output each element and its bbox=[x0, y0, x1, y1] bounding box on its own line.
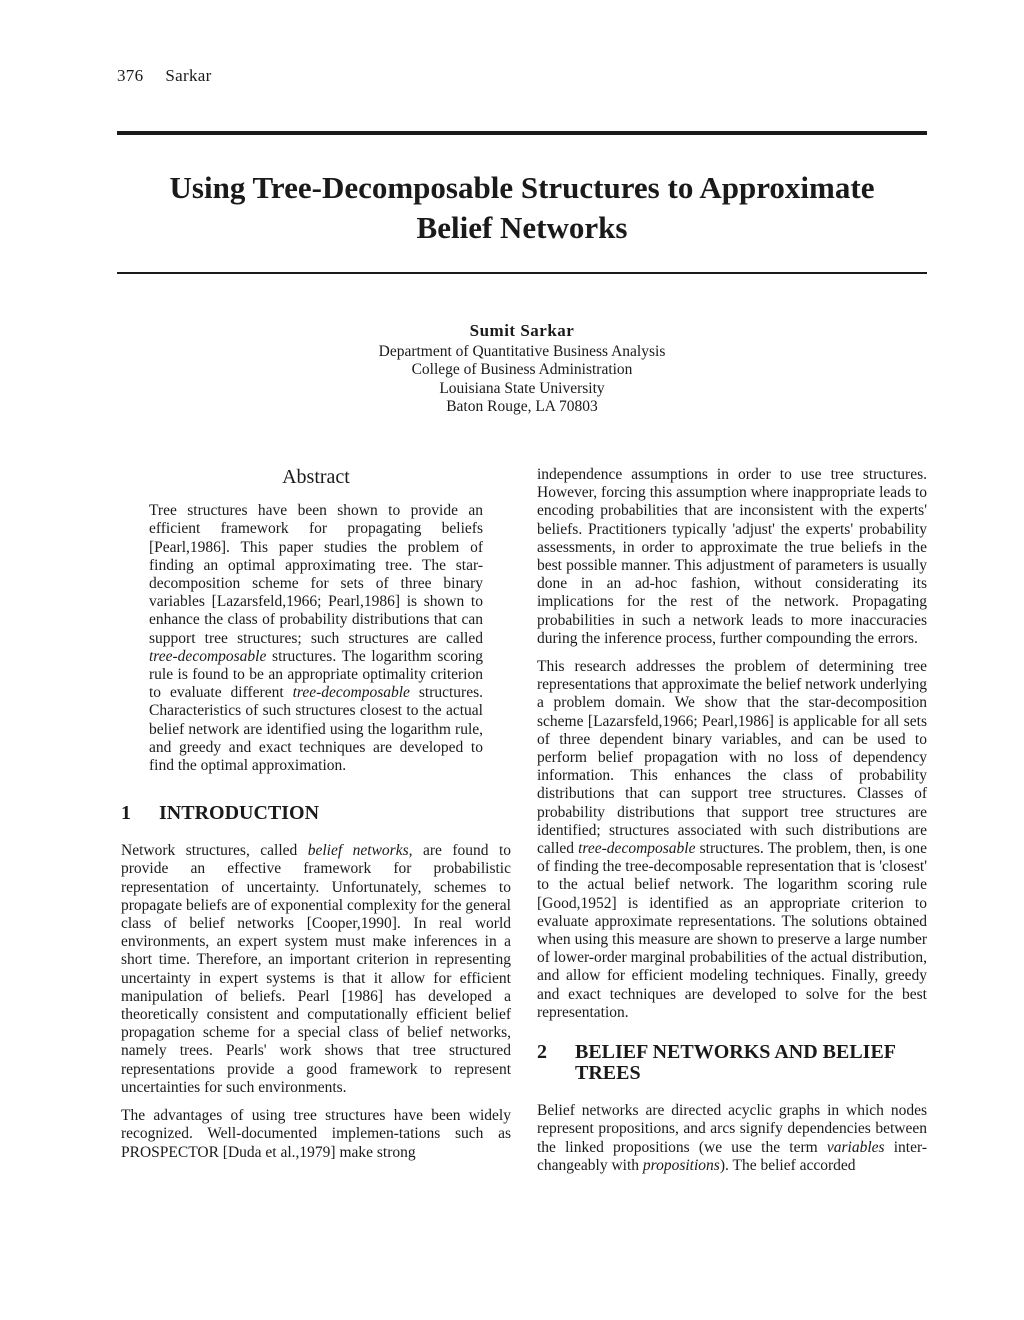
abstract-paragraph bbox=[121, 502, 511, 775]
section-2-paragraph-1 bbox=[537, 1102, 927, 1175]
section-1-title: INTRODUCTION bbox=[159, 802, 320, 825]
s1p1-text-1: Network structures, called bbox=[121, 842, 308, 860]
top-rule bbox=[117, 131, 927, 135]
abstract-italic-1: tree-decomposable bbox=[149, 647, 267, 665]
abstract bbox=[121, 468, 511, 775]
affiliation-department: Department of Quantitative Business Analysis bbox=[378, 342, 666, 360]
right-paragraph-2 bbox=[537, 658, 927, 1022]
s2p1-text-3: ). The belief accorded bbox=[719, 1156, 856, 1174]
title-line-1: Using Tree-Decomposable Structures to Approximate bbox=[169, 170, 875, 205]
abstract-italic-2: tree-decomposable bbox=[292, 684, 410, 702]
paper-title bbox=[117, 168, 927, 248]
rp2-text-1: This research addresses the problem of determining tree representations that approximate the belief network underlying a problem domain. We show that the star-decomposition scheme [Lazarsfeld,1966; Pearl,1986] is applicable for all sets of three dependent binary variables, and can be used to perform belief propagation with no loss of dependency information. This enhances the class of probability distributions that can support tree structures. Classes of probability distributions that support tree structures are identified; structures associated with such distributions are called bbox=[537, 658, 927, 858]
s2p1-italic-1: variables bbox=[826, 1138, 885, 1156]
rp2-text-2: structures. The problem, then, is one of finding the tree-decomposable representation that is 'closest' to the actual belief network. The logarithm scoring rule [Good,1952] is identified as an appropriate criterion to evaluate approximate representations. The solutions obtained when using this measure are shown to preserve a large number of lower-order marginal probabilities of the actual distribution, and allow for efficient modeling techniques. Finally, greedy and exact techniques are developed to solve for the best representation. bbox=[537, 840, 927, 1021]
section-2-number: 2 bbox=[537, 1041, 547, 1064]
running-head bbox=[117, 66, 212, 86]
s1p1-text-2: are found to provide an effective framework for probabilistic representation of uncertainty. Unfortunately, schemes to propagate beliefs are of exponential complexity for the general class of belief networks [Cooper,1990]. In real world environments, an expert system must make inferences in a short time. Therefore, an important criterion in representing uncertainty in expert systems is that it allow for efficient manipulation of beliefs. Pearl [1986] has developed a theoretically consistent and computationally efficient belief propagation scheme for a special class of belief networks, namely trees. Pearls' work shows that tree structured representations provide a good framework to represent uncertainties for such environments. bbox=[121, 842, 511, 1096]
abstract-heading: Abstract bbox=[282, 466, 350, 488]
abstract-text-2: structures. The logarithm scoring rule is found to be an appropriate optimality criterion to evaluate different bbox=[149, 647, 483, 702]
left-column bbox=[121, 462, 511, 1172]
author-name: Sumit Sarkar bbox=[469, 321, 575, 340]
abstract-text-3: structures. Characteristics of such structures closest to the actual belief network are identified using the logarithm rule, and greedy and exact techniques are developed to find the optimal approximation. bbox=[149, 684, 484, 775]
section-1-number: 1 bbox=[121, 802, 131, 825]
affiliation-address: Baton Rouge, LA 70803 bbox=[446, 398, 598, 415]
affiliation-university: Louisiana State University bbox=[439, 379, 605, 397]
title-rule bbox=[117, 272, 927, 274]
author-affiliation bbox=[117, 322, 927, 417]
affiliation-college: College of Business Administration bbox=[411, 361, 633, 378]
section-1-paragraph-2: The advantages of using tree structures have been widely recognized. Well-documented implemen-tations such as PROSPECTOR [Duda et al.,1979] make strong bbox=[121, 1107, 511, 1161]
title-line-2: Belief Networks bbox=[416, 210, 628, 245]
s2p1-text-2: inter-changeably with bbox=[537, 1138, 927, 1174]
section-1-paragraph-1 bbox=[121, 842, 511, 1097]
rp2-italic: tree-decomposable bbox=[578, 840, 696, 858]
right-column bbox=[537, 466, 927, 1185]
s2p1-italic-2: propositions bbox=[642, 1156, 720, 1174]
right-paragraph-1: independence assumptions in order to use tree structures. However, forcing this assumption where inappropriate leads to encoding probabilities that are inconsistent with the experts' beliefs. Practitioners typically 'adjust' the experts' probability assessments, in order to approximate the true beliefs in the best possible manner. This adjustment of parameters is usually done in an ad-hoc fashion, without considerating its implications for the rest of the network. Propagating probabilities in such a network leads to more inaccuracies during the inference process, further compounding the errors. bbox=[537, 466, 927, 647]
section-1-heading bbox=[121, 803, 511, 824]
abstract-text-1: Tree structures have been shown to provide an efficient framework for propagating beliefs [Pearl,1986]. This paper studies the problem of finding an optimal approximating tree. The star-decomposition scheme for sets of three binary variables [Lazarsfeld,1966; Pearl,1986] is shown to enhance the class of probability distributions that can support tree structures; such structures are called bbox=[149, 502, 483, 647]
running-author: Sarkar bbox=[165, 66, 212, 85]
section-2-heading bbox=[537, 1042, 927, 1084]
section-2-title: BELIEF NETWORKS AND BELIEF TREES bbox=[575, 1041, 896, 1085]
s1p1-italic: belief networks, bbox=[307, 842, 413, 860]
s2p1-text-1: Belief networks are directed acyclic graphs in which nodes represent propositions, and arcs signify dependencies between the linked propositions (we use the term bbox=[537, 1102, 927, 1156]
page-number: 376 bbox=[117, 66, 144, 85]
